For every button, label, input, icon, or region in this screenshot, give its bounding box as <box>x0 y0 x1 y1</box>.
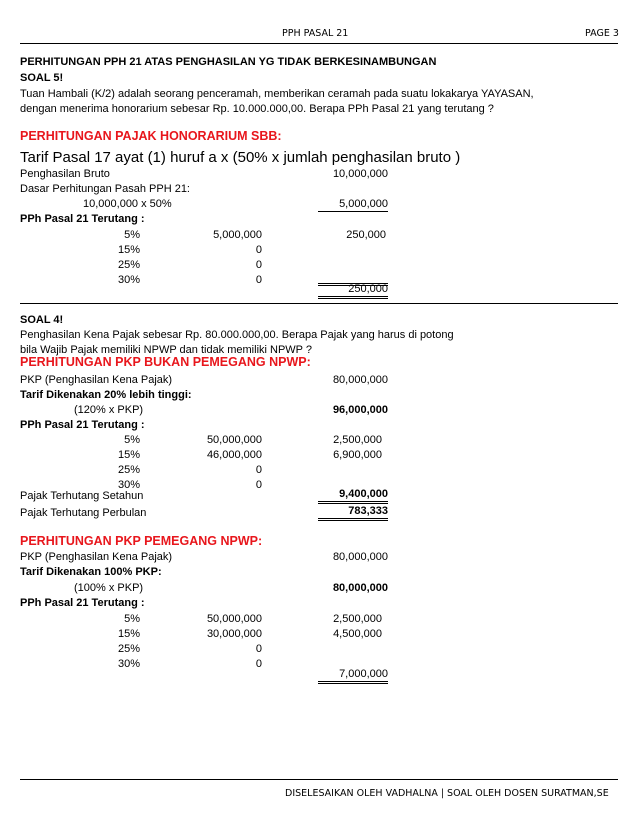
tarif-pasal-17: Tarif Pasal 17 ayat (1) huruf a x (50% x jumlah penghasilan bruto ) <box>20 149 461 166</box>
rate-pct: 30% <box>117 274 140 286</box>
total-value: 7,000,000 <box>318 668 388 684</box>
rate-tax: 2,500,000 <box>333 613 382 625</box>
soal-4-question-line1: Penghasilan Kena Pajak sebesar Rp. 80.000.000,00. Berapa Pajak yang harus di potong <box>20 329 454 341</box>
footer-divider <box>20 779 618 780</box>
rate-tax: 250,000 <box>346 229 386 241</box>
rate-base: 0 <box>255 244 262 256</box>
rate-pct: 25% <box>117 259 140 271</box>
red-heading-non-npwp: PERHITUNGAN PKP BUKAN PEMEGANG NPWP: <box>20 355 311 369</box>
rate-base: 30,000,000 <box>206 628 262 640</box>
red-heading-npwp: PERHITUNGAN PKP PEMEGANG NPWP: <box>20 534 263 548</box>
header-divider <box>20 43 618 44</box>
rate-base: 50,000,000 <box>206 434 262 446</box>
bruto-label: Penghasilan Bruto <box>20 168 110 180</box>
tarif-label: Tarif Dikenakan 100% PKP: <box>20 566 162 578</box>
calc-value: 80,000,000 <box>332 582 388 594</box>
rate-base: 5,000,000 <box>213 229 262 241</box>
pkp-value: 80,000,000 <box>332 551 388 563</box>
rate-pct: 15% <box>117 244 140 256</box>
rate-base: 0 <box>255 658 262 670</box>
rate-base: 0 <box>255 464 262 476</box>
calc-value: 5,000,000 <box>318 198 388 212</box>
rate-tax: 6,900,000 <box>333 449 382 461</box>
tarif-label: Tarif Dikenakan 20% lebih tinggi: <box>20 389 192 401</box>
rate-pct: 30% <box>117 658 140 670</box>
pph-terutang-label: PPh Pasal 21 Terutang : <box>20 419 145 431</box>
pkp-label: PKP (Penghasilan Kena Pajak) <box>20 551 173 563</box>
bruto-value: 10,000,000 <box>332 168 388 180</box>
rate-base: 0 <box>255 479 262 491</box>
page-number: PAGE 3 <box>585 28 619 39</box>
rate-base: 46,000,000 <box>206 449 262 461</box>
soal-5-label: SOAL 5! <box>20 72 64 84</box>
rate-pct: 15% <box>117 449 140 461</box>
rate-pct: 5% <box>124 434 140 446</box>
footer-credit: DISELESAIKAN OLEH VADHALNA | SOAL OLEH DOSEN SURATMAN,SE <box>285 788 609 799</box>
rate-base: 50,000,000 <box>206 613 262 625</box>
rate-pct: 15% <box>117 628 140 640</box>
soal-5-question-line1: Tuan Hambali (K/2) adalah seorang penceramah, memberikan ceramah pada suatu lokakarya YAYASAN, <box>20 88 534 100</box>
year-label: Pajak Terhutang Setahun <box>20 490 144 502</box>
calc-label: (100% x PKP) <box>74 582 144 594</box>
red-heading-honorarium: PERHITUNGAN PAJAK HONORARIUM SBB: <box>20 129 282 143</box>
year-value: 9,400,000 <box>318 488 388 504</box>
section-divider <box>20 303 618 304</box>
calc-value: 96,000,000 <box>332 404 388 416</box>
pkp-label: PKP (Penghasilan Kena Pajak) <box>20 374 173 386</box>
pph-terutang-label: PPh Pasal 21 Terutang : <box>20 597 145 609</box>
rate-pct: 5% <box>124 613 140 625</box>
calc-label: 10,000,000 x 50% <box>83 198 172 210</box>
rate-base: 0 <box>255 259 262 271</box>
calc-label: (120% x PKP) <box>74 404 144 416</box>
pph-terutang-label: PPh Pasal 21 Terutang : <box>20 213 145 225</box>
rate-tax: 4,500,000 <box>333 628 382 640</box>
rate-tax: 2,500,000 <box>333 434 382 446</box>
rate-pct: 5% <box>124 229 140 241</box>
pkp-value: 80,000,000 <box>332 374 388 386</box>
rate-pct: 25% <box>117 464 140 476</box>
dasar-label: Dasar Perhitungan Pasah PPH 21: <box>20 183 190 195</box>
total-value: 250,000 <box>318 283 388 299</box>
header-title: PPH PASAL 21 <box>282 28 349 39</box>
rate-base: 0 <box>255 274 262 286</box>
rate-pct: 25% <box>117 643 140 655</box>
soal-4-label: SOAL 4! <box>20 314 64 326</box>
month-label: Pajak Terhutang Perbulan <box>20 507 147 519</box>
soal-5-question-line2: dengan menerima honorarium sebesar Rp. 10.000.000,00. Berapa PPh Pasal 21 yang terutang ? <box>20 103 494 115</box>
section-heading: PERHITUNGAN PPH 21 ATAS PENGHASILAN YG TIDAK BERKESINAMBUNGAN <box>20 56 437 68</box>
rate-pct: 30% <box>117 479 140 491</box>
rate-base: 0 <box>255 643 262 655</box>
month-value: 783,333 <box>318 505 388 521</box>
soal-4-question-line2: bila Wajib Pajak memiliki NPWP dan tidak memiliki NPWP ? <box>20 344 312 356</box>
